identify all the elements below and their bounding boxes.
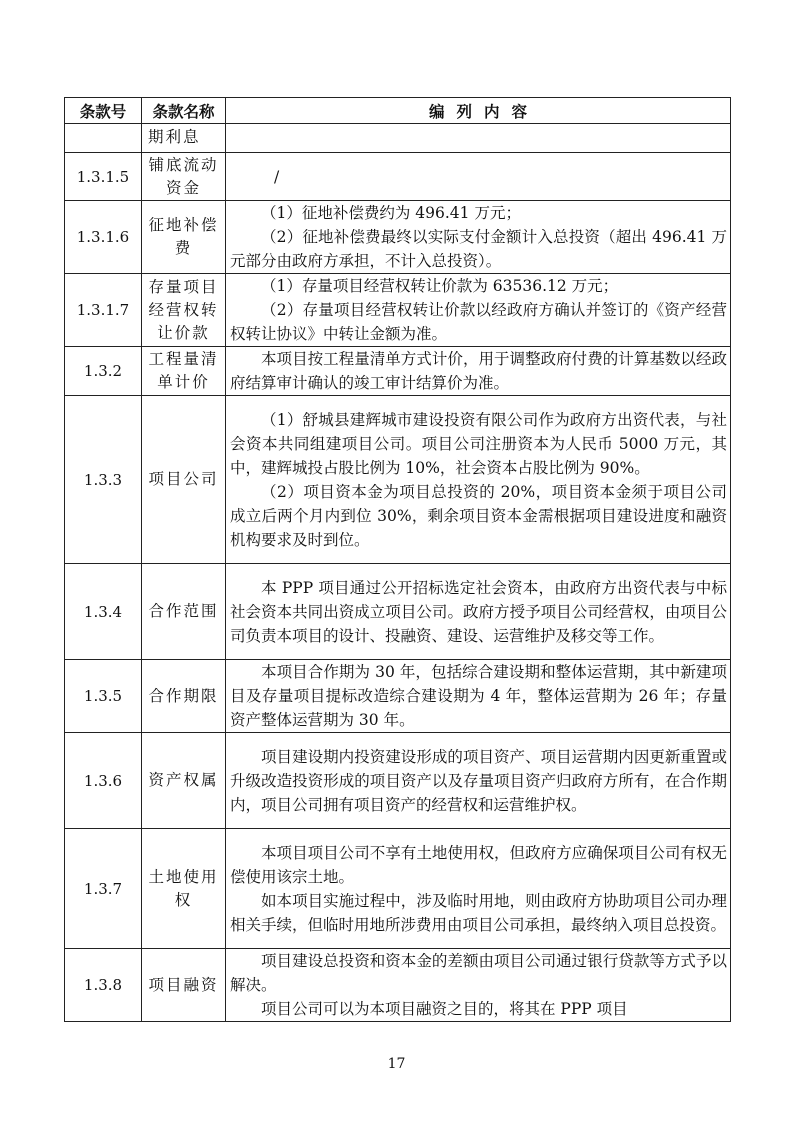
content-paragraph: （1）征地补偿费约为 496.41 万元； xyxy=(261,204,521,222)
clause-content xyxy=(226,124,731,153)
content-paragraph: 本 PPP 项目通过公开招标选定社会资本，由政府方出资代表与中标社会资本共同出资成立项目公司。政府方授予项目公司经营权，由项目公司负责本项目的设计、投融资、建设、运营维护及移交等工作。 xyxy=(230,578,727,645)
clause-number: 1.3.5 xyxy=(65,660,142,733)
clause-content xyxy=(226,829,731,949)
clause-content xyxy=(226,396,731,564)
clause-name: 项目融资 xyxy=(142,949,226,1022)
header-content: 编列内容 xyxy=(226,98,731,124)
table-row xyxy=(65,660,731,733)
content-paragraph: 本项目按工程量清单方式计价，用于调整政府付费的计算基数以经政府结算审计确认的竣工审计结算价为准。 xyxy=(230,350,727,392)
clause-content xyxy=(226,949,731,1022)
clause-name: 征地补偿费 xyxy=(142,201,226,274)
clause-content xyxy=(226,733,731,829)
content-paragraph: （2）征地补偿费最终以实际支付金额计入总投资（超出 496.41 万元部分由政府方承担，不计入总投资）。 xyxy=(230,228,727,270)
header-clause-name: 条款名称 xyxy=(142,98,226,124)
content-paragraph: （2）存量项目经营权转让价款以经政府方确认并签订的《资产经营权转让协议》中转让金额为准。 xyxy=(230,301,727,343)
content-paragraph: 如本项目实施过程中，涉及临时用地，则由政府方协助项目公司办理相关手续，但临时用地所涉费用由项目公司承担，最终纳入项目总投资。 xyxy=(230,891,727,934)
clause-content xyxy=(226,201,731,274)
table-row xyxy=(65,201,731,274)
content-paragraph: 本项目项目公司不享有土地使用权，但政府方应确保项目公司有权无偿使用该宗土地。 xyxy=(230,843,727,886)
table-row xyxy=(65,829,731,949)
clause-name: 合作范围 xyxy=(142,564,226,660)
content-paragraph: / xyxy=(274,167,280,186)
table-row xyxy=(65,564,731,660)
clause-content xyxy=(226,660,731,733)
table-row xyxy=(65,124,731,153)
table-header-row xyxy=(65,98,731,124)
content-paragraph: 项目建设总投资和资本金的差额由项目公司通过银行贷款等方式予以解决。 xyxy=(230,952,727,994)
clause-number: 1.3.6 xyxy=(65,733,142,829)
content-paragraph: 本项目合作期为 30 年，包括综合建设期和整体运营期，其中新建项目及存量项目提标改造综合建设期为 4 年，整体运营期为 26 年；存量资产整体运营期为 30 年。 xyxy=(230,663,727,729)
table-row xyxy=(65,396,731,564)
content-paragraph: 项目公司可以为本项目融资之目的，将其在 PPP 项目 xyxy=(261,1000,628,1018)
table-row xyxy=(65,274,731,347)
clause-number: 1.3.2 xyxy=(65,347,142,396)
clause-name: 工程量清单计价 xyxy=(142,347,226,396)
clause-name: 存量项目经营权转让价款 xyxy=(142,274,226,347)
clause-name: 资产权属 xyxy=(142,733,226,829)
clause-number: 1.3.1.5 xyxy=(65,153,142,201)
content-paragraph: （1）舒城县建辉城市建设投资有限公司作为政府方出资代表，与社会资本共同组建项目公司。项目公司注册资本为人民币 5000 万元，其中，建辉城投占股比例为 10%，社会资本占股比例为 90%。 xyxy=(230,410,727,477)
table-row xyxy=(65,347,731,396)
content-paragraph: （2）项目资本金为项目总投资的 20%，项目资本金须于项目公司成立后两个月内到位 30%，剩余项目资本金需根据项目建设进度和融资机构要求及时到位。 xyxy=(230,482,727,549)
clause-content xyxy=(226,153,731,201)
clause-content xyxy=(226,347,731,396)
table-row xyxy=(65,733,731,829)
clause-number: 1.3.1.6 xyxy=(65,201,142,274)
clause-number: 1.3.4 xyxy=(65,564,142,660)
page-number: 17 xyxy=(387,1056,406,1072)
content-paragraph: 项目建设期内投资建设形成的项目资产、项目运营期内因更新重置或升级改造投资形成的项目资产以及存量项目资产归政府方所有，在合作期内，项目公司拥有项目资产的经营权和运营维护权。 xyxy=(230,747,727,814)
clause-name: 铺底流动资金 xyxy=(142,153,226,201)
clause-number: 1.3.8 xyxy=(65,949,142,1022)
clause-number xyxy=(65,124,142,153)
clause-number: 1.3.7 xyxy=(65,829,142,949)
clause-name: 期利息 xyxy=(142,124,226,153)
clause-content xyxy=(226,274,731,347)
clause-name: 合作期限 xyxy=(142,660,226,733)
table-row xyxy=(65,949,731,1022)
table-row xyxy=(65,153,731,201)
clause-number: 1.3.3 xyxy=(65,396,142,564)
clause-name: 项目公司 xyxy=(142,396,226,564)
clause-content xyxy=(226,564,731,660)
clause-table xyxy=(64,97,731,1022)
content-paragraph: （1）存量项目经营权转让价款为 63536.12 万元； xyxy=(261,277,619,295)
clause-name: 土地使用权 xyxy=(142,829,226,949)
clause-number: 1.3.1.7 xyxy=(65,274,142,347)
header-clause-number: 条款号 xyxy=(65,98,142,124)
